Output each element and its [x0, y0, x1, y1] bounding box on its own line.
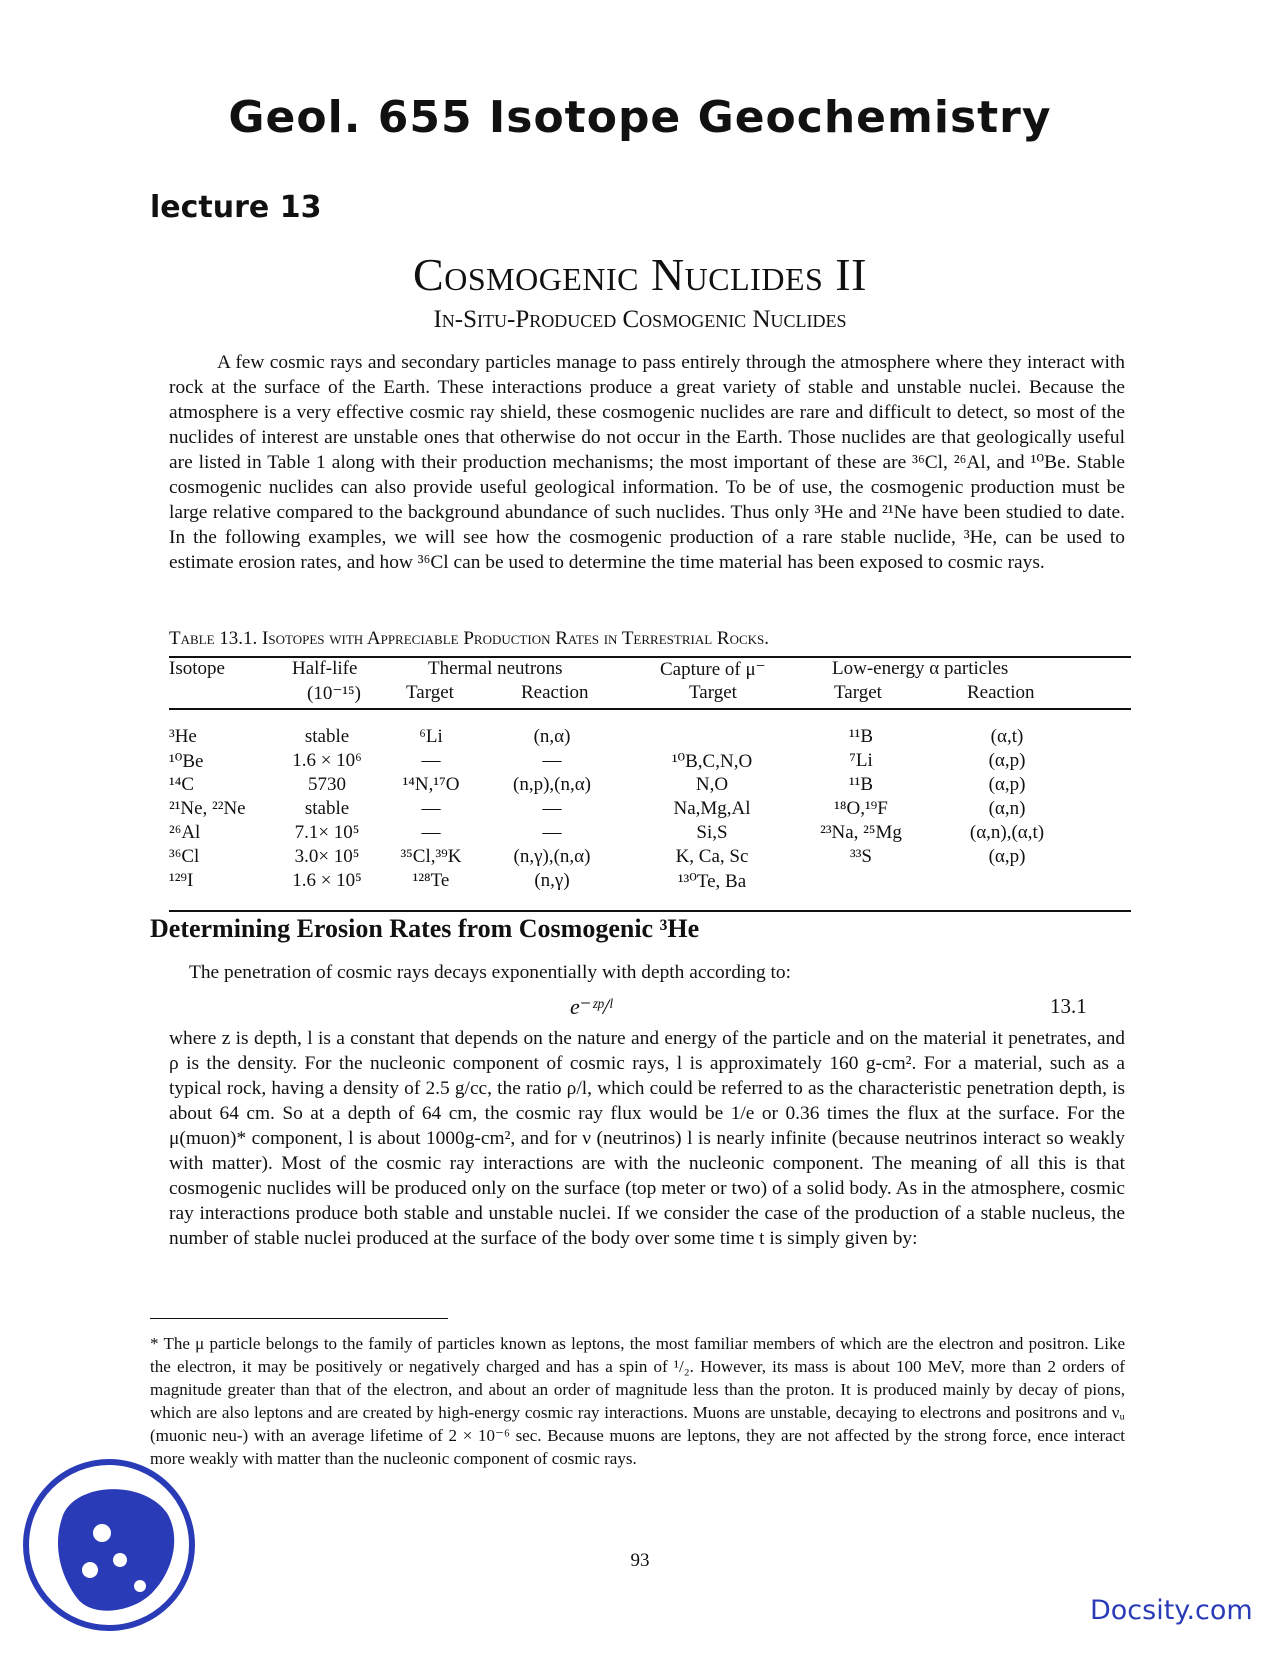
cell-half-life: 7.1× 10⁵ [294, 822, 360, 843]
cell-alpha-target: ¹⁸O,¹⁹F [834, 798, 888, 819]
cell-half-life: 1.6 × 10⁶ [292, 750, 362, 771]
cell-isotope: ²¹Ne, ²²Ne [169, 798, 246, 819]
header-half-life: Half-life [292, 658, 358, 679]
cell-thermal-target: ³⁵Cl,³⁹K [400, 846, 462, 867]
cell-alpha-target: ³³S [850, 846, 872, 867]
course-title: Geol. 655 Isotope Geochemistry [228, 92, 1052, 143]
cell-half-life: 1.6 × 10⁵ [292, 870, 362, 891]
header-muon-target: Target [689, 682, 737, 703]
docsity-watermark[interactable]: Docsity.com [1090, 1595, 1253, 1626]
cell-isotope: ³He [169, 726, 197, 747]
footnote: * The μ particle belongs to the family of particles known as leptons, the most familiar members of which are the electron and positron. Like the electron, it may be positively or negatively charged and has a spin of ¹/₂. However, its mass is about 100 MeV, more than 2 orders of magnitude greater than that of the electron, and about an order of magnitude less than the proton. It is produced mainly by decay of pions, which are also leptons and are created by high-energy cosmic ray interactions. Muons are unstable, decaying to electrons and positrons and νᵤ (muonic neu-) with an average lifetime of 2 × 10⁻⁶ sec. Because muons are leptons, they are not affected by the strong force, ence interact more weakly with matter than the nucleonic component of cosmic rays. [150, 1334, 1125, 1468]
chapter-title: Cosmogenic Nuclides II [413, 249, 867, 300]
section-intro-paragraph: The penetration of cosmic rays decays exponentially with depth according to: [189, 962, 791, 983]
header-low-energy-alpha: Low-energy α particles [832, 658, 1009, 679]
header-thermal-reaction: Reaction [521, 682, 589, 703]
page-number: 93 [630, 1550, 650, 1571]
table-caption: Table 13.1. Isotopes with Appreciable Production Rates in Terrestrial Rocks. [169, 628, 770, 649]
cell-isotope: ¹⁰Be [169, 751, 204, 772]
cell-thermal-target: ⁶Li [419, 726, 443, 747]
lecture-label: lecture 13 [150, 190, 322, 225]
cell-muon-target: ¹⁰B,C,N,O [671, 751, 753, 772]
cell-thermal-reaction: — [542, 822, 562, 843]
table-body [169, 710, 1131, 910]
cell-half-life: 3.0× 10⁵ [294, 846, 360, 867]
header-isotope: Isotope [169, 658, 225, 679]
cell-isotope: ²⁶Al [169, 822, 201, 843]
cell-thermal-reaction: — [542, 798, 562, 819]
table-header [169, 658, 1131, 710]
docsity-logo-icon [22, 1458, 197, 1633]
header-thermal-target: Target [406, 682, 454, 703]
chapter-subtitle: In-Situ-Produced Cosmogenic Nuclides [433, 306, 847, 333]
cell-alpha-reaction: (α,p) [988, 750, 1026, 771]
cell-isotope: ¹²⁹I [169, 870, 194, 891]
cell-thermal-reaction: (n,γ) [534, 870, 570, 891]
cell-muon-target: N,O [695, 774, 729, 795]
cell-alpha-target: ¹¹B [848, 726, 874, 747]
cell-alpha-reaction: (α,n),(α,t) [969, 822, 1045, 843]
cell-alpha-target: ¹¹B [848, 774, 874, 795]
header-muon-capture: Capture of μ⁻ [660, 659, 766, 680]
cell-thermal-reaction: (n,p),(n,α) [512, 774, 592, 795]
equation-number: 13.1 [1050, 994, 1087, 1018]
cell-thermal-target: ¹⁴N,¹⁷O [402, 774, 460, 795]
intro-paragraph: A few cosmic rays and secondary particles manage to pass entirely through the atmosphere where they interact with rock at the surface of the Earth. These interactions produce a great variety of stable and unstable nuclei. Because the atmosphere is a very effective cosmic ray shield, these cosmogenic nuclides are rare and difficult to detect, so most of the nuclides of interest are unstable ones that otherwise do not occur in the Earth. Those nuclides are that geologically useful are listed in Table 1 along with their production mechanisms; the most important of these are ³⁶Cl, ²⁶Al, and ¹⁰Be. Stable cosmogenic nuclides can also provide useful geological information. To be of use, the cosmogenic production must be large relative compared to the background abundance of such nuclides. Thus only ³He and ²¹Ne have been studied to date. In the following examples, we will see how the cosmogenic production of a rare stable nuclide, ³He, can be used to estimate erosion rates, and how ³⁶Cl can be used to determine the time material has been exposed to cosmic rays. [169, 352, 1125, 573]
cell-muon-target: K, Ca, Sc [675, 846, 749, 867]
footnote-rule [150, 1318, 448, 1319]
cell-alpha-reaction: (α,p) [988, 846, 1026, 867]
equation: e⁻ᶻᵖ/ˡ [570, 994, 613, 1019]
cell-thermal-target: — [421, 750, 441, 771]
cell-muon-target: Si,S [696, 822, 728, 843]
cell-alpha-target: ²³Na, ²⁵Mg [820, 822, 902, 843]
cell-alpha-reaction: (α,t) [990, 726, 1024, 747]
header-alpha-reaction: Reaction [967, 682, 1035, 703]
cell-thermal-target: — [421, 798, 441, 819]
cell-isotope: ³⁶Cl [169, 846, 200, 867]
cell-muon-target: Na,Mg,Al [673, 798, 751, 819]
cell-thermal-reaction: — [542, 750, 562, 771]
cell-half-life: stable [304, 798, 350, 819]
cell-muon-target: ¹³⁰Te, Ba [677, 871, 747, 892]
cell-alpha-target: ⁷Li [849, 750, 873, 771]
cell-alpha-reaction: (α,p) [988, 774, 1026, 795]
cell-thermal-target: — [421, 822, 441, 843]
section-main-paragraph: where z is depth, l is a constant that depends on the nature and energy of the particle and on the material it penetrates, and ρ is the density. For the nucleonic component of cosmic rays, l is approximately 160 g-cm². For a material, such as a typical rock, having a density of 2.5 g/cc, the ratio ρ/l, which could be referred to as the characteristic penetration depth, is about 64 cm. So at a depth of 64 cm, the cosmic ray flux would be 1/e or 0.36 times the flux at the surface. For the μ(muon)* component, l is about 1000g-cm², and for ν (neutrinos) l is nearly infinite (because neutrinos interact so weakly with matter). Most of the cosmic ray interactions are with the nucleonic component. The meaning of all this is that cosmogenic nuclides will be produced only on the surface (top meter or two) of a solid body. As in the atmosphere, cosmic ray interactions produce both stable and unstable nuclei. If we consider the case of the production of a stable nucleus, the number of stable nuclei produced at the surface of the body over some time t is simply given by: [169, 1028, 1125, 1249]
header-half-life-unit: (10⁻¹⁵) [307, 683, 362, 704]
section-heading: Determining Erosion Rates from Cosmogenic ³He [150, 914, 700, 943]
cell-isotope: ¹⁴C [169, 774, 194, 795]
isotope-table [169, 656, 1131, 912]
cell-thermal-reaction: (n,γ),(n,α) [513, 846, 591, 867]
header-alpha-target: Target [834, 682, 882, 703]
cell-thermal-target: ¹²⁸Te [412, 870, 450, 891]
cell-alpha-reaction: (α,n) [988, 798, 1026, 819]
header-thermal-neutrons: Thermal neutrons [428, 658, 563, 679]
cell-half-life: stable [304, 726, 350, 747]
cell-thermal-reaction: (n,α) [533, 726, 571, 747]
cell-half-life: 5730 [308, 774, 346, 795]
